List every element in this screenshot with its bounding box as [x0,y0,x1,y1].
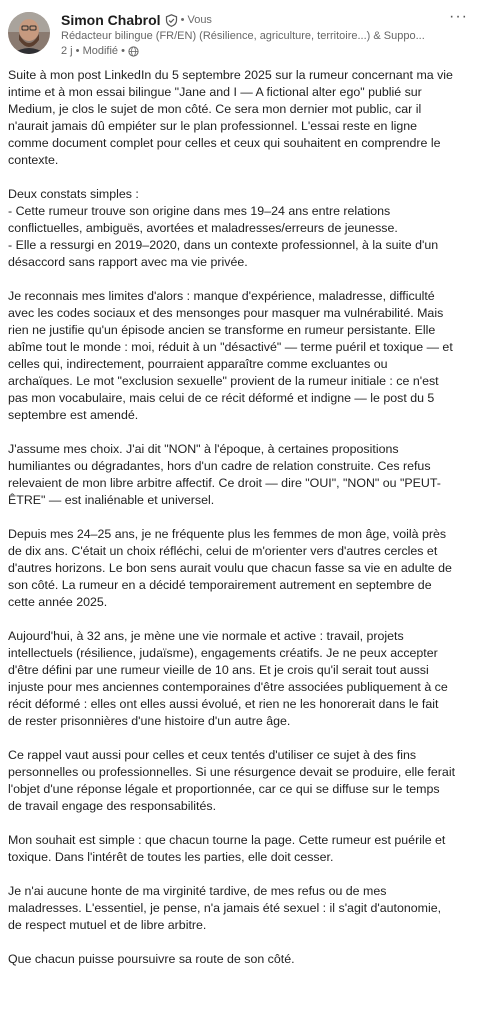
post-text-line: Suite à mon post LinkedIn du 5 septembre 2025 sur la rumeur concernant ma vie [8,68,453,82]
post-text-line: Mon souhait est simple : que chacun tourne la page. Cette rumeur est puérile et [8,833,446,847]
post-paragraph [8,441,480,509]
post-text-line: d'être défini par une rumeur vieille de 10 ans. Et je crois qu'il serait tout aussi [8,663,429,677]
post-text-line: son côté. La rumeur en a décidé temporairement autrement en septembre de [8,578,432,592]
post-header [8,11,482,67]
post-paragraph [8,747,480,815]
post-text-line: septembre est amendé. [8,408,139,422]
post-text-line: de respect mutuel et de libre arbitre. [8,918,207,932]
post-text-line: contexte. [8,153,59,167]
post-text-line: intime et à mon essai bilingue "Jane and I — A fictional alter ego" publié sur [8,85,422,99]
post-text-line: de rester prisonnières d'une histoire d'un autre âge. [8,714,291,728]
post-text-line: pas mon vocabulaire, mais celui de ce récit déformé et indigne — le post du 5 [8,391,435,405]
post-text-line: personnelles ou professionnelles. Si une résurgence devait se produire, elle ferait [8,765,456,779]
post-text-line: ÊTRE" — est inaliénable et universel. [8,493,215,507]
avatar-image [8,12,50,54]
post-text-line: celles qui, indirectement, pourraient apparaître comme excluantes ou [8,357,388,371]
post-text-line: J'assume mes choix. J'ai dit "NON" à l'époque, à certaines propositions [8,442,399,456]
post-text-line: de dix ans. C'était un choix réfléchi, celui de m'orienter vers d'autres cercles et [8,544,438,558]
post-text-line: - Elle a ressurgi en 2019–2020, dans un contexte professionnel, à la suite d'un [8,238,439,252]
post-text-line: intellectuels (résilience, judaïsme), engagements créatifs. Je ne peux accepter [8,646,438,660]
post-time-row [61,44,482,58]
post-paragraph [8,67,480,169]
post-text-line: cette année 2025. [8,595,108,609]
post-paragraph [8,832,480,866]
avatar[interactable] [8,12,50,54]
post-text-line: n'aurait jamais dû empiéter sur le plan professionnel. L'essai reste en ligne [8,119,418,133]
author-name[interactable]: Simon Chabrol [61,12,161,28]
post-text-line: relevaient de mon libre arbitre affectif. Ce droit — dire "OUI", "NON" ou "PEUT- [8,476,441,490]
post-paragraph [8,526,480,611]
post-paragraph [8,883,480,934]
verified-badge-icon [165,14,178,27]
post-paragraph [8,186,480,271]
post-text-line: humiliantes ou dégradantes, hors d'un cadre de relation construite. Ces refus [8,459,431,473]
globe-icon [128,46,139,57]
post-time: 2 j • Modifié • [61,45,125,57]
post-text-line: injuste pour mes anciennes contemporaines d'être associées publiquement à ce [8,680,448,694]
post-text-line: Que chacun puisse poursuivre sa route de son côté. [8,952,295,966]
post-text-line: avec les codes sociaux et des mensonges pour masquer ma vulnérabilité. Mais [8,306,444,320]
post-text-line: Ce rappel vaut aussi pour celles et ceux tentés d'utiliser ce sujet à des fins [8,748,417,762]
post-text-line: désaccord sans rapport avec ma vie privée. [8,255,248,269]
connection-degree: • Vous [180,14,212,26]
post-text-line: d'autres horizons. Le bon sens aurait voulu que chacun fasse sa vie en adulte de [8,561,452,575]
post-body [8,67,482,968]
author-meta [61,11,482,58]
author-headline: Rédacteur bilingue (FR/EN) (Résilience, agriculture, territoire...) & Suppo... [61,30,425,42]
post-text-line: - Cette rumeur trouve son origine dans mes 19–24 ans entre relations [8,204,391,218]
post-text-line: Depuis mes 24–25 ans, je ne fréquente plus les femmes de mon âge, voilà près [8,527,447,541]
post-text-line: Deux constats simples : [8,187,139,201]
post-text-line: comme document complet pour celles et ceux qui souhaitent en comprendre le [8,136,441,150]
post-text-line: Aujourd'hui, à 32 ans, je mène une vie normale et active : travail, projets [8,629,404,643]
post-text-line: Medium, je clos le sujet de mon côté. Ce sera mon dernier mot public, car il [8,102,422,116]
post-text-line: toxique. Dans l'intérêt de toutes les parties, elle doit cesser. [8,850,334,864]
post-text-line: abîme tout le monde : moi, réduit à un "désactivé" — terme puéril et toxique — et [8,340,453,354]
post-text-line: archaïques. Le mot "exclusion sexuelle" provient de la rumeur initiale : ce n'est [8,374,439,388]
post-paragraph [8,628,480,730]
post-text-line: récit déformé : elles ont elles aussi évolué, et rien ne les honorerait dans le fait [8,697,439,711]
post-paragraph [8,951,480,968]
post-text-line: Je reconnais mes limites d'alors : manque d'expérience, maladresse, difficulté [8,289,435,303]
more-options-icon[interactable]: ··· [449,8,468,25]
author-name-row [61,11,482,29]
post-text-line: maladresses. L'essentiel, je pense, n'a jamais été sexuel : il s'agit d'autonomie, [8,901,442,915]
post-text-line: rien ne justifie qu'un épisode ancien se transforme en rumeur persistante. Elle [8,323,436,337]
post-text-line: l'objet d'une réponse légale et proportionnée, car ce qui se diffuse sur le temps [8,782,440,796]
post-text-line: conflictuelles, ambiguës, avortées et maladresses/erreurs de jeunesse. [8,221,398,235]
post-text-line: de travail engage des responsabilités. [8,799,217,813]
post-text-line: Je n'ai aucune honte de ma virginité tardive, de mes refus ou de mes [8,884,387,898]
post-paragraph [8,288,480,424]
